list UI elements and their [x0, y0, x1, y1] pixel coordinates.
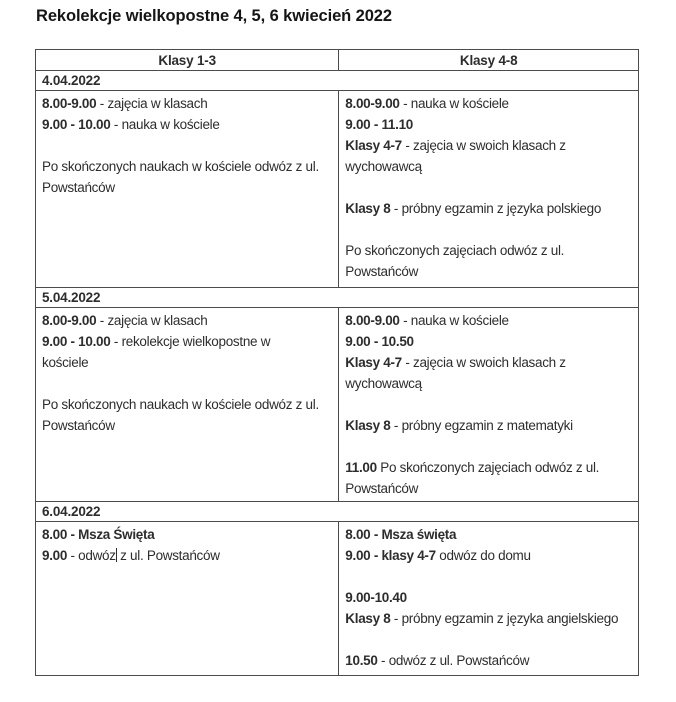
text-segment: Powstańców — [345, 481, 419, 496]
date-row-day-0 — [36, 71, 639, 91]
text-segment: 9.00 - 11.10 — [345, 117, 414, 132]
text-segment: 9.00 — [42, 548, 68, 563]
text-line — [42, 415, 334, 436]
text-segment: Powstańców — [345, 264, 419, 279]
text-segment: - zajęcia w swoich klasach z — [401, 138, 566, 153]
text-segment: Powstańców — [42, 180, 115, 195]
text-segment: 8.00-9.00 — [345, 96, 400, 111]
text-line — [345, 415, 634, 436]
text-segment: - zajęcia w swoich klasach z — [401, 355, 566, 370]
text-segment: Klasy 4-7 — [345, 138, 402, 153]
text-segment: 10.50 — [345, 653, 378, 668]
text-segment: 9.00 - 10.50 — [345, 334, 414, 349]
text-segment: - próbny egzamin z języka polskiego — [390, 201, 602, 216]
text-segment: - zajęcia w klasach — [96, 96, 208, 111]
cell-day-0-klasy-1-3 — [36, 91, 339, 288]
text-segment: - próbny egzamin z języka angielskiego — [390, 611, 619, 626]
date-row-day-2 — [36, 502, 639, 522]
page-title: Rekolekcje wielkopostne 4, 5, 6 kwiecień 2022 — [36, 7, 392, 25]
text-segment: kościele — [42, 355, 89, 370]
text-segment: 9.00 - 10.00 — [42, 334, 111, 349]
text-segment: Po skończonych zajęciach odwóz z ul. — [345, 243, 565, 258]
text-line — [345, 352, 634, 373]
text-segment: wychowawcą — [345, 376, 422, 391]
text-segment: 8.00-9.00 — [42, 96, 97, 111]
cell-day-0-klasy-4-8 — [339, 91, 639, 288]
text-line — [42, 545, 334, 566]
text-segment: - nauka w kościele — [110, 117, 220, 132]
text-line — [345, 93, 634, 114]
date-row-day-1 — [36, 288, 639, 308]
content-row-day-0 — [36, 91, 639, 288]
text-line — [345, 436, 634, 457]
text-line — [42, 394, 334, 415]
text-line — [345, 394, 634, 415]
cell-day-2-klasy-4-8 — [339, 522, 639, 676]
text-segment: 8.00-9.00 — [42, 313, 97, 328]
text-segment: 9.00 - 10.00 — [42, 117, 111, 132]
column-header-klasy-1-3: Klasy 1-3 — [36, 50, 339, 71]
text-segment: z ul. Powstańców — [116, 548, 220, 563]
text-segment: - odwóz — [67, 548, 116, 563]
text-line — [345, 457, 634, 478]
text-line — [42, 331, 334, 352]
text-segment: - rekolekcje wielkopostne w — [110, 334, 271, 349]
text-line — [42, 310, 334, 331]
text-line — [345, 373, 634, 394]
text-line — [345, 135, 634, 156]
content-row-day-2 — [36, 522, 639, 676]
text-segment: Klasy 8 — [345, 201, 391, 216]
text-line — [345, 114, 634, 135]
text-segment: Klasy 8 — [345, 611, 391, 626]
schedule-table — [35, 49, 639, 676]
text-line — [42, 352, 334, 373]
text-segment: 11.00 — [345, 460, 377, 475]
text-segment: Klasy 4-7 — [345, 355, 402, 370]
text-segment: - nauka w kościele — [399, 96, 509, 111]
text-segment: - odwóz z ul. Powstańców — [377, 653, 530, 668]
text-line — [345, 587, 634, 608]
text-segment: 8.00 - Msza święta — [345, 527, 457, 542]
column-header-klasy-4-8: Klasy 4-8 — [339, 50, 639, 71]
text-segment: wychowawcą — [345, 159, 422, 174]
cell-day-1-klasy-4-8 — [339, 308, 639, 502]
text-line — [345, 650, 634, 671]
text-line — [42, 93, 334, 114]
text-line — [345, 608, 634, 629]
text-line — [42, 114, 334, 135]
text-line — [42, 524, 334, 545]
text-segment: Klasy 8 — [345, 418, 391, 433]
text-segment: - nauka w kościele — [399, 313, 509, 328]
text-line — [345, 177, 634, 198]
text-line — [42, 177, 334, 198]
date-label-day-0: 4.04.2022 — [36, 71, 639, 91]
text-line — [345, 629, 634, 650]
text-line — [42, 373, 334, 394]
text-line — [345, 478, 634, 499]
cell-day-1-klasy-1-3 — [36, 308, 339, 502]
text-line — [345, 219, 634, 240]
text-segment: 8.00-9.00 — [345, 313, 400, 328]
text-line — [345, 240, 634, 261]
text-line — [345, 331, 634, 352]
text-segment: - próbny egzamin z matematyki — [390, 418, 573, 433]
text-segment: - zajęcia w klasach — [96, 313, 208, 328]
header-row — [36, 50, 639, 71]
text-segment: odwóz do domu — [435, 548, 531, 563]
text-line — [345, 524, 634, 545]
text-line — [345, 198, 634, 219]
date-label-day-2: 6.04.2022 — [36, 502, 639, 522]
content-row-day-1 — [36, 308, 639, 502]
text-segment: 9.00 - klasy 4-7 — [345, 548, 436, 563]
text-segment: 9.00-10.40 — [345, 590, 407, 605]
text-line — [345, 566, 634, 587]
date-label-day-1: 5.04.2022 — [36, 288, 639, 308]
text-segment: Powstańców — [42, 418, 115, 433]
cell-day-2-klasy-1-3 — [36, 522, 339, 676]
text-segment: Po skończonych naukach w kościele odwóz z ul. — [42, 159, 319, 174]
text-line — [345, 261, 634, 282]
text-segment: 8.00 - Msza Święta — [42, 527, 155, 542]
text-line — [42, 135, 334, 156]
text-line — [345, 310, 634, 331]
text-segment: Po skończonych naukach w kościele odwóz z ul. — [42, 397, 319, 412]
text-line — [345, 156, 634, 177]
text-segment: Po skończonych zajęciach odwóz z ul. — [376, 460, 600, 475]
text-line — [345, 545, 634, 566]
text-line — [42, 156, 334, 177]
